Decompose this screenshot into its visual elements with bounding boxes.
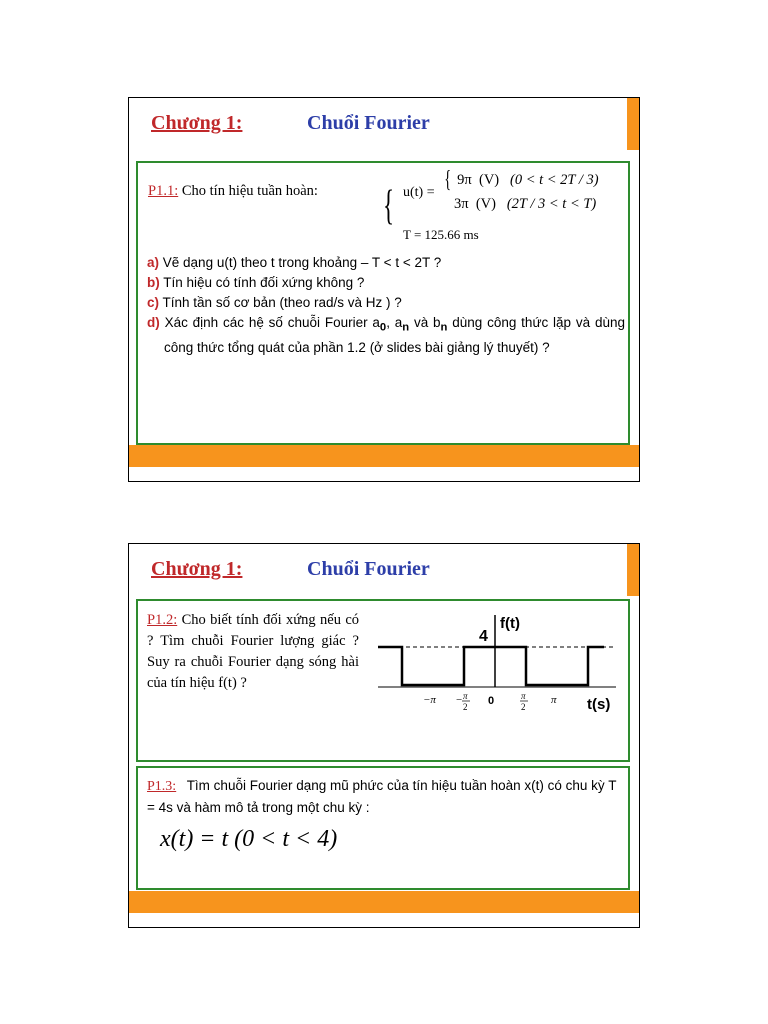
p1-1-heading	[148, 183, 318, 200]
tick-half-pi-den: 2	[521, 702, 526, 712]
topic-label: Chuổi Fourier	[307, 112, 430, 134]
case-1: { 9π (V) (0 < t < 2T / 3)	[444, 167, 599, 193]
question-a: a) Vẽ dạng u(t) theo t trong khoảng – T < t < 2T ?	[147, 255, 442, 270]
topic-label: Chuổi Fourier	[307, 558, 430, 580]
slide-1	[128, 97, 640, 482]
case-2: 3π (V) (2T / 3 < t < T)	[454, 196, 597, 212]
p1-2-text: P1.2: Cho biết tính đối xứng nếu có ? Tìm chuỗi Fourier lượng giác ? Suy ra chuỗi Fourier dạng sóng hài của tín hiệu f(t) ?	[147, 612, 360, 691]
tick-zero: 0	[488, 695, 495, 707]
slide-title	[151, 558, 430, 581]
slide-2	[128, 543, 640, 928]
question-c: c) Tính tần số cơ bản (theo rad/s và Hz ) ?	[147, 295, 402, 310]
tick-neg-pi: −π	[423, 694, 436, 706]
y-axis-label: f(t)	[500, 615, 520, 632]
slide-title	[151, 112, 430, 135]
orange-accent-bar	[627, 544, 639, 596]
tick-half-pi-num: π	[521, 691, 526, 701]
square-wave-signal	[378, 647, 604, 685]
question-list	[147, 253, 625, 358]
question-d: d) Xác định các hệ số chuỗi Fourier $a_0$, $a_n$ và $b_n$ dùng công thức lặp và dùng công thức tổng quát của phần 1.2 (ở slides bài giảng lý thuyết) ?	[147, 315, 625, 355]
p1-3-text: P1.3: Tìm chuỗi Fourier dạng mũ phức của tín hiệu tuần hoàn x(t) có chu kỳ T = 4s và hàm mô tả trong một chu kỳ :	[147, 778, 617, 815]
orange-footer-bar	[129, 891, 639, 913]
problem-label: P1.1:	[148, 183, 179, 199]
chapter-label: Chương 1:	[151, 112, 243, 134]
square-wave-graph	[378, 607, 628, 717]
period-value: T = 125.66 ms	[403, 227, 479, 242]
u-lhs: u(t) =	[403, 185, 435, 200]
formula-x-of-t: x(t) = t (0 < t < 4)	[160, 826, 338, 852]
problem-box-p1-3	[136, 766, 630, 890]
problem-text: Cho tín hiệu tuần hoàn:	[181, 183, 318, 199]
x-axis-label: t(s)	[587, 696, 611, 713]
orange-accent-bar	[627, 98, 639, 150]
amplitude-label: 4	[479, 628, 488, 645]
tick-neg-half-pi-sign: −	[456, 694, 463, 706]
problem-box-p1-2	[136, 599, 630, 762]
tick-neg-half-pi-den: 2	[463, 702, 468, 712]
tick-pi: π	[551, 694, 557, 706]
question-b: b) Tín hiệu có tính đối xứng không ?	[147, 275, 365, 290]
problem-box-p1-1	[136, 161, 630, 445]
orange-footer-bar	[129, 445, 639, 467]
piecewise-brace: {	[383, 183, 395, 229]
chapter-label: Chương 1:	[151, 558, 243, 580]
tick-neg-half-pi-num: π	[463, 691, 468, 701]
